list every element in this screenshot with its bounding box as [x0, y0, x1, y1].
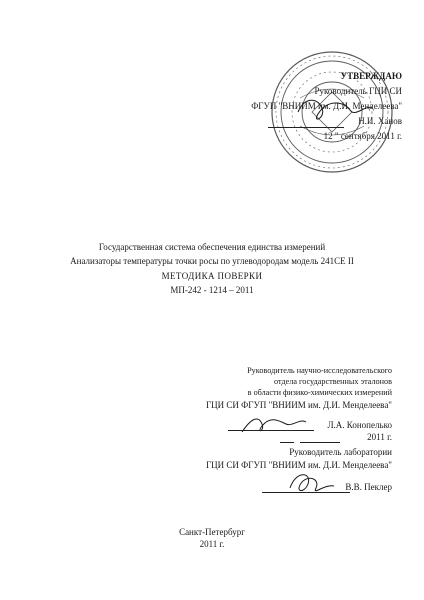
footer-year: 2011 г.: [199, 539, 225, 549]
approval-signer: Н.И. Ханов: [358, 116, 402, 126]
approval-heading: УТВЕРЖДАЮ: [340, 71, 402, 81]
document-title: МЕТОДИКА ПОВЕРКИ: [161, 271, 263, 281]
lab-line-1: Руководитель лаборатории: [289, 447, 392, 457]
lab-signer: В.В. Пеклер: [345, 482, 392, 492]
document-number: МП-242 - 1214 – 2011: [170, 285, 254, 295]
developer-line-2: отдела государственных эталонов: [274, 377, 392, 386]
developer-line-1: Руководитель научно-исследовательского: [247, 366, 392, 375]
developer-line-3: в области физико-химических измерений: [247, 388, 392, 397]
lab-line-2: ГЦИ СИ ФГУП "ВНИИМ им. Д.И. Менделеева": [205, 460, 392, 470]
footer-city: Санкт-Петербург: [179, 527, 245, 537]
approval-date: 12 " сентября 2011 г.: [323, 131, 402, 141]
approval-line-2: ФГУП "ВНИИМ им. Д.И. Менделеева": [251, 101, 402, 111]
lab-signature-line: [262, 492, 350, 493]
title-line-1: Государственная система обеспечения единства измерений: [98, 242, 326, 252]
developer-line-4: ГЦИ СИ ФГУП "ВНИИМ им. Д.И. Менделеева": [205, 400, 392, 410]
approval-line-1: Руководитель ГЦИ СИ: [314, 86, 402, 96]
developer-date-year: 2011 г.: [367, 432, 392, 442]
title-line-2: Анализаторы температуры точки росы по углеводородам модель 241CE II: [70, 256, 354, 266]
developer-signer: Л.А. Конопелько: [327, 420, 392, 430]
